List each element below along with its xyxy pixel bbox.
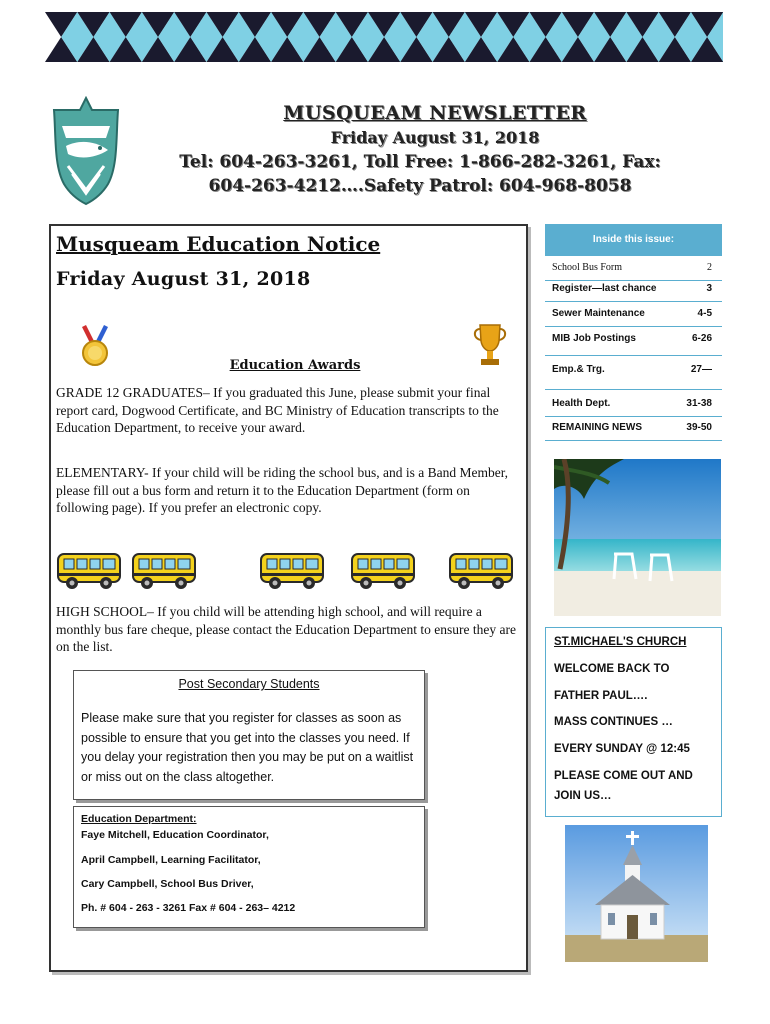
- notice-title: Musqueam Education Notice: [56, 232, 381, 256]
- toc-divider: [545, 355, 722, 356]
- toc-page: 2: [707, 262, 712, 273]
- trophy-icon: [472, 323, 508, 369]
- church-line: MASS CONTINUES …: [554, 716, 673, 728]
- church-photo: [565, 825, 708, 962]
- toc-label: Sewer Maintenance: [552, 308, 645, 319]
- elementary-paragraph: ELEMENTARY- If your child will be riding the school bus, and is a Band Member, please fill out a bus form and return it to the Education Department (form on following page). If you prefer an electronic copy.: [56, 465, 509, 515]
- grade12-paragraph: GRADE 12 GRADUATES– If you graduated this June, please submit your final report card, Dogwood Certificate, and BC Ministry of Education transcripts to the Education Department, to receive your award.: [56, 385, 499, 435]
- toc-label: School Bus Form: [552, 262, 623, 273]
- church-heading: ST.MICHAEL'S CHURCH: [554, 636, 687, 648]
- toc-divider: [545, 389, 722, 390]
- education-department-heading: Education Department:: [81, 813, 197, 825]
- notice-date: Friday August 31, 2018: [56, 268, 311, 290]
- toc-page: 31-38: [686, 398, 712, 409]
- toc-page: 3: [706, 283, 712, 294]
- contact-line: Tel: 604-263-3261, Toll Free: 1-866-282-3261, Fax:: [179, 152, 661, 172]
- toc-label: Register—last chance: [552, 283, 657, 294]
- inside-issue-header: Inside this issue:: [545, 224, 722, 256]
- toc-label: Emp.& Trg.: [552, 364, 605, 375]
- toc-page: 27—: [690, 364, 712, 375]
- toc-page: 39-50: [686, 422, 712, 433]
- toc-divider: [545, 326, 722, 327]
- toc-divider: [545, 280, 722, 281]
- medal-icon: [80, 325, 110, 367]
- newsletter-date: Friday August 31, 2018: [330, 128, 540, 147]
- toc-item: [552, 262, 712, 273]
- phone-fax-line: Ph. # 604 - 263 - 3261 Fax # 604 - 263– 4212: [81, 902, 296, 914]
- toc-item: [552, 283, 712, 294]
- toc-item: [552, 308, 712, 319]
- church-line: WELCOME BACK TO: [554, 663, 670, 675]
- church-line: JOIN US…: [554, 790, 612, 802]
- staff-line: Cary Campbell, School Bus Driver,: [81, 878, 254, 890]
- beach-photo: [554, 459, 721, 616]
- toc-label: Health Dept.: [552, 398, 611, 409]
- staff-line: April Campbell, Learning Facilitator,: [81, 854, 261, 866]
- toc-item: [552, 364, 712, 375]
- contact-line: 604-263-4212….Safety Patrol: 604-968-8058: [208, 176, 632, 196]
- toc-page: 6-26: [691, 333, 712, 344]
- staff-line: Faye Mitchell, Education Coordinator,: [81, 829, 269, 841]
- school-bus-icon: [131, 548, 199, 597]
- awards-heading: Education Awards: [229, 358, 361, 373]
- toc-item: [552, 333, 712, 344]
- toc-item: [552, 398, 712, 409]
- toc-divider: [545, 301, 722, 302]
- toc-label: REMAINING NEWS: [552, 422, 642, 433]
- church-line: EVERY SUNDAY @ 12:45: [554, 743, 690, 755]
- school-bus-icon: [259, 548, 327, 597]
- toc-page: 4-5: [697, 308, 712, 319]
- newsletter-title: MUSQUEAM NEWSLETTER: [283, 102, 587, 124]
- post-secondary-body: Please make sure that you register for classes as soon as possible to ensure that you get into the classes you need. If you delay your registration then you may be put on a waitlist or miss out on the class altogether.: [81, 711, 414, 784]
- school-bus-icon: [448, 548, 516, 597]
- school-bus-icon: [350, 548, 418, 597]
- toc-label: MIB Job Postings: [552, 333, 636, 344]
- toc-divider: [545, 440, 722, 441]
- toc-divider: [545, 416, 722, 417]
- highschool-paragraph: HIGH SCHOOL– If you child will be attending high school, and will require a monthly bus fare cheque, please contact the Education Department to ensure they are on the list.: [56, 604, 516, 654]
- church-line: FATHER PAUL….: [554, 690, 648, 702]
- school-bus-icon: [56, 548, 124, 597]
- contact-info: [100, 150, 740, 198]
- triangle-banner: [45, 12, 723, 62]
- post-secondary-title: Post Secondary Students: [178, 677, 320, 691]
- church-line: PLEASE COME OUT AND: [554, 770, 693, 782]
- toc-item: [552, 422, 712, 433]
